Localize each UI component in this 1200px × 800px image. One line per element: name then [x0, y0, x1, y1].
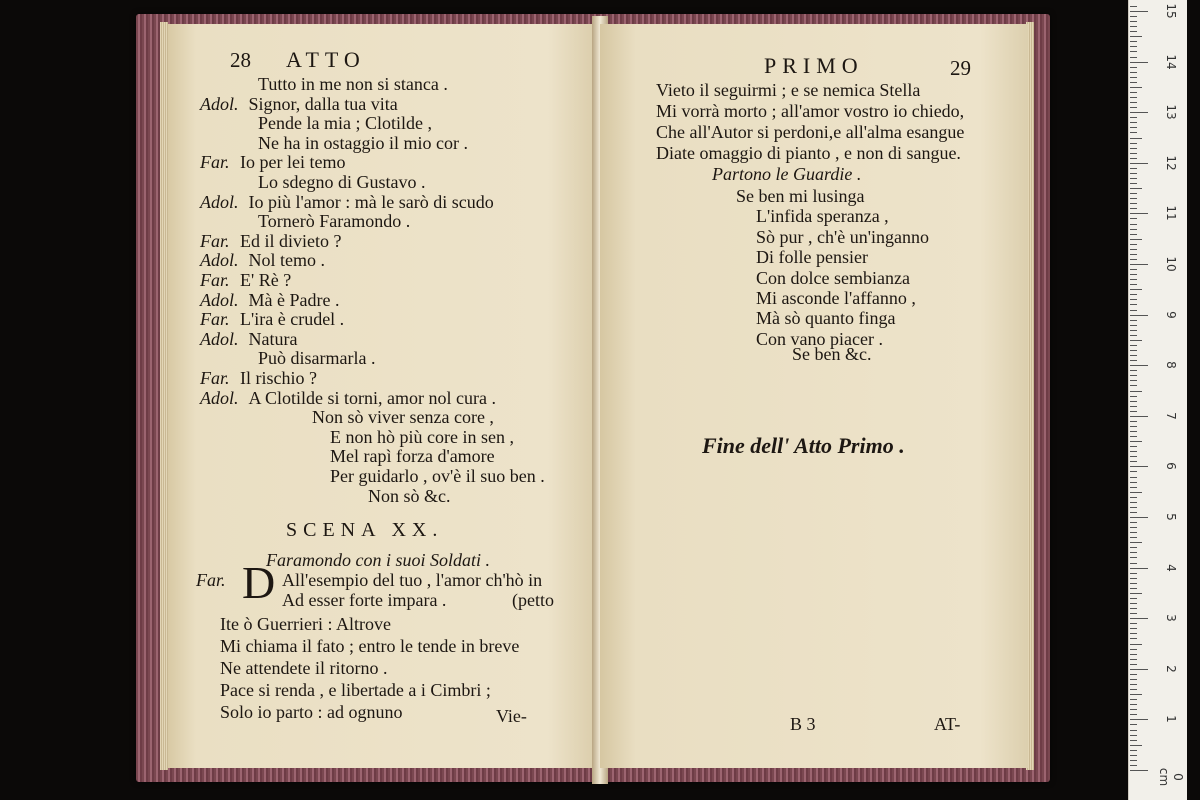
signature-mark: B 3	[790, 714, 816, 734]
ruler-tick	[1130, 112, 1148, 113]
ruler-tick	[1130, 512, 1137, 513]
aria-line: L'infida speranza ,	[756, 206, 889, 227]
ruler-tick	[1130, 315, 1148, 316]
ruler-tick	[1130, 153, 1137, 154]
ruler-tick	[1130, 163, 1148, 164]
ruler-label: 2	[1164, 664, 1178, 673]
ruler-tick	[1130, 188, 1142, 189]
ruler-tick	[1130, 628, 1137, 629]
right-page	[600, 24, 1028, 768]
ruler-tick	[1130, 173, 1137, 174]
ruler-tick	[1130, 370, 1137, 371]
ruler-label: 14	[1164, 53, 1178, 70]
ruler-tick	[1130, 289, 1142, 290]
aria-line: Sò pur , ch'è un'inganno	[756, 226, 929, 247]
verse-line: Vieto il seguirmi ; e se nemica Stella	[656, 80, 921, 100]
ruler-label: 10	[1164, 256, 1178, 272]
ruler-tick	[1130, 649, 1137, 650]
ruler-tick	[1130, 411, 1137, 412]
ruler-tick	[1130, 416, 1148, 417]
line-text: Ne ha in ostaggio il mio cor .	[258, 132, 468, 153]
ruler-label: 4	[1164, 563, 1178, 572]
ruler-tick	[1130, 547, 1137, 548]
ruler-tick	[1130, 664, 1137, 665]
ruler-tick	[1130, 694, 1142, 695]
line-text: Natura	[248, 328, 298, 349]
ruler-tick	[1130, 304, 1137, 305]
ruler-label: 9	[1164, 310, 1178, 319]
left-page-edge	[160, 22, 168, 770]
ruler-tick	[1130, 87, 1142, 88]
ruler-label: 1	[1164, 715, 1178, 724]
verse-line: Mi vorrà morto ; all'amor vostro io chiedo,	[656, 101, 965, 121]
ruler-tick	[1130, 598, 1137, 599]
speaker-name: Adol.	[200, 250, 239, 271]
ruler-tick	[1130, 16, 1137, 17]
ruler-tick	[1130, 421, 1137, 422]
line-text: Può disarmarla .	[258, 348, 376, 369]
ruler-tick	[1130, 350, 1137, 351]
ruler-tick	[1130, 284, 1137, 285]
ruler-tick	[1130, 573, 1137, 574]
ruler-tick	[1130, 294, 1137, 295]
ruler-label: 7	[1164, 411, 1178, 420]
scene-line: All'esempio del tuo , l'amor ch'hò in	[282, 570, 543, 590]
ruler-tick	[1130, 138, 1142, 139]
speaker-name: Adol.	[200, 328, 239, 349]
ruler-tick	[1130, 618, 1148, 619]
ruler-tick	[1130, 208, 1137, 209]
ruler-tick	[1130, 31, 1137, 32]
ruler-tick	[1130, 320, 1137, 321]
scene-line: Mi chiama il fato ; entro le tende in breve	[220, 636, 520, 656]
ruler-tick	[1130, 441, 1142, 442]
ruler-tick	[1130, 11, 1148, 12]
ruler-tick	[1130, 633, 1137, 634]
ruler-tick	[1130, 224, 1137, 225]
line-text: Io più l'amor : mà le sarò di scudo	[248, 191, 494, 212]
ruler-tick	[1130, 593, 1142, 594]
line-text: Ed il divieto ?	[240, 230, 342, 251]
ruler-tick	[1130, 143, 1137, 144]
ruler-tick	[1130, 436, 1137, 437]
ruler-tick	[1130, 770, 1148, 771]
ruler-tick	[1130, 193, 1137, 194]
ruler-tick	[1130, 122, 1137, 123]
line-text: E non hò più core in sen ,	[330, 426, 514, 447]
left-page	[168, 24, 600, 768]
drop-cap: D	[242, 557, 276, 608]
stage-direction: Faramondo con i suoi Soldati .	[266, 550, 490, 570]
ruler-tick	[1130, 355, 1137, 356]
ruler-tick	[1130, 522, 1137, 523]
ruler-tick	[1130, 360, 1137, 361]
ruler-tick	[1130, 578, 1137, 579]
scene-line: Ad esser forte impara .	[282, 590, 447, 610]
ruler-tick	[1130, 269, 1137, 270]
speaker-name: Adol.	[200, 191, 239, 212]
ruler-tick	[1130, 107, 1137, 108]
ruler-tick	[1130, 669, 1148, 670]
ruler-tick	[1130, 325, 1137, 326]
ruler-tick	[1130, 385, 1137, 386]
ruler-tick	[1130, 735, 1137, 736]
line-text: Nol temo .	[248, 250, 325, 271]
ruler-tick	[1130, 259, 1137, 260]
ruler-tick	[1130, 644, 1142, 645]
ruler-tick	[1130, 537, 1137, 538]
line-text: Io per lei temo	[240, 152, 346, 173]
ruler-tick	[1130, 532, 1137, 533]
line-text: L'ira è crudel .	[240, 309, 345, 330]
ruler-tick	[1130, 431, 1137, 432]
line-text: Mel rapì forza d'amore	[330, 446, 495, 467]
scene-line: Ne attendete il ritorno .	[220, 658, 388, 678]
verse-line: Che all'Autor si perdoni,e all'alma esangue	[656, 122, 965, 142]
ruler-tick	[1130, 719, 1148, 720]
speaker-name: Adol.	[200, 93, 239, 114]
ruler-label: 3	[1164, 614, 1178, 622]
ruler-tick	[1130, 745, 1142, 746]
ruler-tick	[1130, 568, 1148, 569]
ruler-tick	[1130, 274, 1137, 275]
ruler-tick	[1130, 345, 1137, 346]
catchword: Vie-	[496, 706, 527, 726]
ruler-tick	[1130, 330, 1137, 331]
ruler-tick	[1130, 588, 1137, 589]
line-text: Il rischio ?	[240, 368, 317, 388]
ruler-tick	[1130, 613, 1137, 614]
ruler-tick	[1130, 471, 1137, 472]
stage-direction: Partono le Guardie .	[712, 164, 862, 184]
speaker-name: Far.	[200, 270, 230, 290]
ruler-tick	[1130, 254, 1137, 255]
ruler-tick	[1130, 750, 1137, 751]
catchword: AT-	[934, 714, 961, 734]
ruler-tick	[1130, 401, 1137, 402]
scene-speaker: Far.	[196, 570, 226, 590]
ruler-tick	[1130, 684, 1137, 685]
ruler-tick	[1130, 72, 1137, 73]
ruler-tick	[1130, 380, 1137, 381]
aria-line: Mi asconde l'affanno ,	[756, 288, 916, 308]
ruler-tick	[1130, 375, 1137, 376]
ruler-label: 12	[1164, 155, 1178, 171]
ruler-tick	[1130, 97, 1137, 98]
speaker-name: Far.	[200, 230, 230, 251]
ruler-tick	[1130, 21, 1137, 22]
ruler-tick	[1130, 730, 1137, 731]
ruler-tick	[1130, 623, 1137, 624]
ruler-tick	[1130, 310, 1137, 311]
ruler-tick	[1130, 689, 1137, 690]
ruler-label: 13	[1164, 104, 1178, 120]
aria-line: Di folle pensier	[756, 247, 868, 268]
ruler-tick	[1130, 117, 1137, 118]
ruler-tick	[1130, 406, 1137, 407]
page-number: 28	[230, 48, 251, 72]
line-text: Mà è Padre .	[248, 289, 340, 310]
ruler-tick	[1130, 527, 1137, 528]
ruler-tick	[1130, 299, 1137, 300]
ruler-tick	[1130, 603, 1137, 604]
ruler-tick	[1130, 446, 1137, 447]
ruler-tick	[1130, 279, 1137, 280]
ruler-tick	[1130, 244, 1137, 245]
ruler-tick	[1130, 552, 1137, 553]
ruler-tick	[1130, 659, 1137, 660]
line-text: Non sò viver senza core ,	[312, 407, 494, 428]
ruler-tick	[1130, 461, 1137, 462]
ruler-label: 15	[1164, 3, 1178, 19]
ruler-tick	[1130, 148, 1137, 149]
ruler-tick	[1130, 482, 1137, 483]
speaker-name: Adol.	[200, 387, 239, 408]
ruler-tick	[1130, 203, 1137, 204]
ruler-tick	[1130, 674, 1137, 675]
ruler-tick	[1130, 426, 1137, 427]
ruler-tick	[1130, 62, 1148, 63]
ruler-tick	[1130, 557, 1137, 558]
line-text: Pende la mia ; Clotilde ,	[258, 113, 432, 134]
ruler-tick	[1130, 507, 1137, 508]
line-text: A Clotilde si torni, amor nol cura .	[248, 387, 496, 408]
aria-line: Se ben mi lusinga	[736, 186, 865, 206]
verse-line: Diate omaggio di pianto , e non di sangue.	[656, 143, 961, 163]
running-head: ATTO	[286, 47, 366, 72]
speaker-name: Far.	[200, 309, 230, 330]
scene-heading: SCENA XX.	[286, 519, 444, 541]
ruler-tick	[1130, 714, 1137, 715]
ruler-label: 5	[1164, 513, 1178, 521]
ruler-tick	[1130, 396, 1137, 397]
ruler-tick	[1130, 709, 1137, 710]
ruler-tick	[1130, 198, 1137, 199]
ruler-tick	[1130, 6, 1137, 7]
ruler-tick	[1130, 704, 1137, 705]
ruler-tick	[1130, 132, 1137, 133]
ruler-tick	[1130, 451, 1137, 452]
ruler-tick	[1130, 92, 1137, 93]
ruler-tick	[1130, 335, 1137, 336]
scene-line: Solo io parto : ad ognuno	[220, 702, 403, 722]
ruler-tick	[1130, 213, 1148, 214]
ruler-label: 6	[1164, 462, 1178, 471]
speaker-name: Far.	[200, 368, 230, 388]
ruler-label: 11	[1164, 205, 1178, 222]
line-text: Signor, dalla tua vita	[248, 93, 398, 114]
ruler-tick	[1130, 638, 1137, 639]
ruler-tick	[1130, 755, 1137, 756]
ruler-tick	[1130, 168, 1137, 169]
ruler-tick	[1130, 492, 1142, 493]
running-head: PRIMO	[764, 53, 864, 78]
ruler-tick	[1130, 127, 1137, 128]
ruler-tick	[1130, 57, 1137, 58]
page-number: 29	[950, 56, 971, 80]
aria-repeat: Se ben &c.	[792, 344, 872, 364]
ruler-tick	[1130, 487, 1137, 488]
speaker-name: Adol.	[200, 289, 239, 310]
line-text: Non sò &c.	[368, 485, 451, 506]
ruler-tick	[1130, 183, 1137, 184]
ruler-tick	[1130, 218, 1137, 219]
act-end: Fine dell' Atto Primo .	[702, 433, 905, 458]
ruler-tick	[1130, 583, 1137, 584]
line-text: E' Rè ?	[240, 270, 292, 290]
ruler-tick	[1130, 239, 1142, 240]
ruler-tick	[1130, 391, 1142, 392]
ruler-tick	[1130, 563, 1137, 564]
ruler-tick	[1130, 608, 1137, 609]
ruler-tick	[1130, 67, 1137, 68]
speaker-name: Far.	[200, 152, 230, 173]
ruler-tick	[1130, 740, 1137, 741]
ruler-tick	[1130, 466, 1148, 467]
aria-line: Mà sò quanto finga	[756, 308, 896, 329]
ruler-tick	[1130, 46, 1137, 47]
ruler-tick	[1130, 497, 1137, 498]
aria-line: Con vano piacer .	[756, 328, 883, 349]
ruler-label: 0 cm	[1157, 767, 1185, 787]
ruler-tick	[1130, 365, 1148, 366]
aria-line: Con dolce sembianza	[756, 267, 910, 288]
ruler-tick	[1130, 654, 1137, 655]
ruler-tick	[1130, 82, 1137, 83]
scene-line: Ite ò Guerrieri : Altrove	[220, 614, 391, 634]
ruler-tick	[1130, 26, 1137, 27]
line-text: Lo sdegno di Gustavo .	[258, 172, 426, 192]
ruler-tick	[1130, 51, 1137, 52]
ruler-tick	[1130, 178, 1137, 179]
ruler-tick	[1130, 77, 1137, 78]
ruler-tick	[1130, 456, 1137, 457]
ruler-tick	[1130, 229, 1137, 230]
ruler-tick	[1130, 679, 1137, 680]
line-text: Tutto in me non si stanca .	[258, 74, 448, 94]
ruler-tick	[1130, 699, 1137, 700]
ruler-tick	[1130, 340, 1142, 341]
ruler-tick	[1130, 765, 1137, 766]
ruler-tick	[1130, 724, 1137, 725]
line-text: Per guidarlo , ov'è il suo ben .	[330, 466, 545, 486]
ruler-tick	[1130, 477, 1137, 478]
ruler-label: 8	[1164, 361, 1178, 369]
ruler-tick	[1130, 249, 1137, 250]
ruler-tick	[1130, 502, 1137, 503]
ruler-tick	[1130, 41, 1137, 42]
ruler-tick	[1130, 158, 1137, 159]
scene-line: Pace si renda , e libertade a i Cimbri ;	[220, 680, 491, 700]
ruler-tick	[1130, 264, 1148, 265]
ruler-tick	[1130, 517, 1148, 518]
ruler-tick	[1130, 542, 1142, 543]
ruler-tick	[1130, 102, 1137, 103]
line-text: Tornerò Faramondo .	[258, 211, 411, 232]
measuring-ruler	[1128, 0, 1187, 800]
ruler-tick	[1130, 234, 1137, 235]
ruler-tick	[1130, 760, 1137, 761]
turnover: (petto	[512, 590, 554, 610]
ruler-tick	[1130, 36, 1142, 37]
